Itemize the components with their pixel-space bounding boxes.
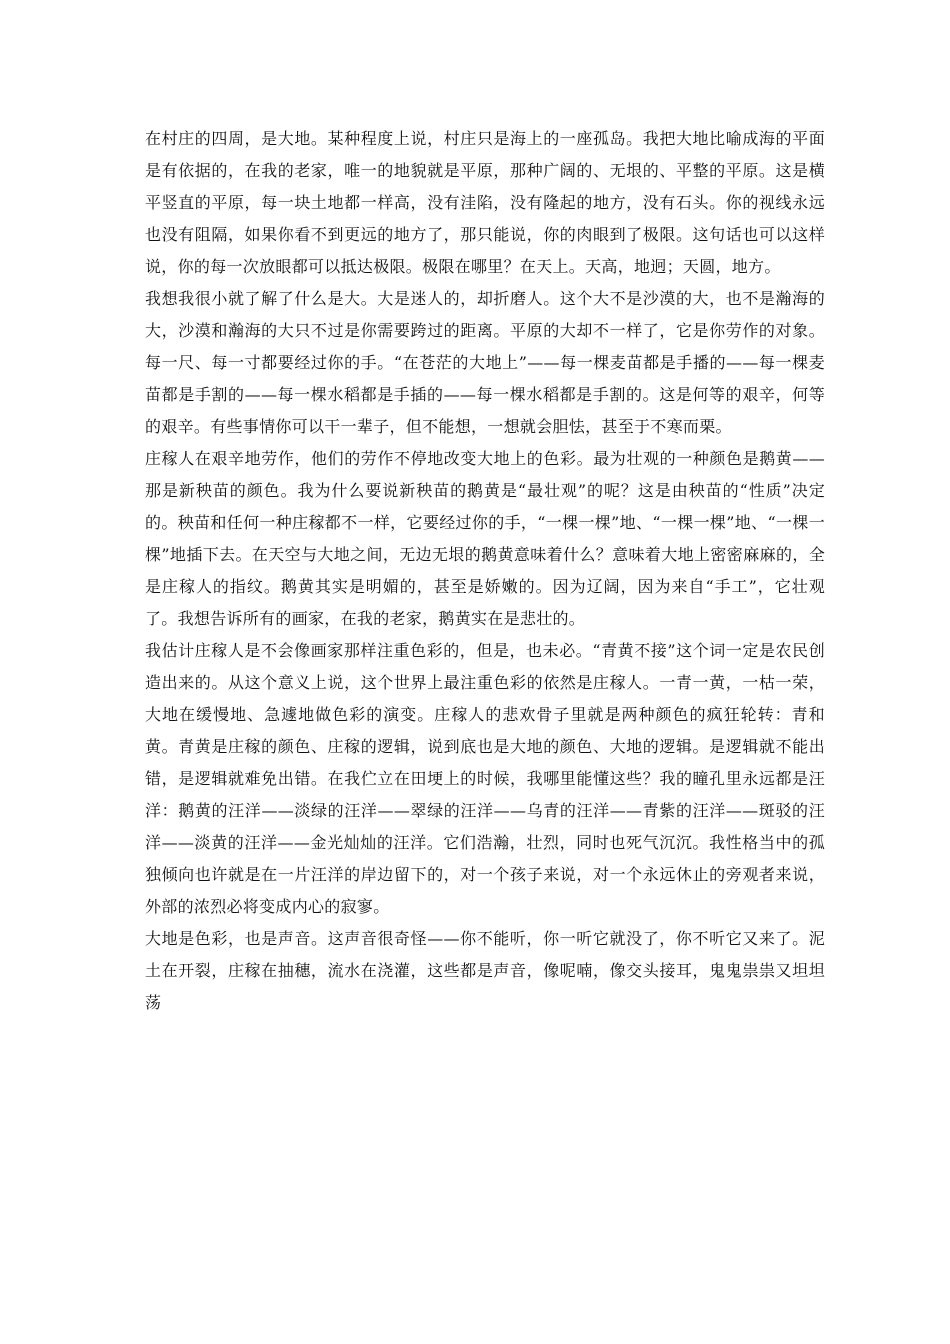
paragraph-2: 我想我很小就了解了什么是大。大是迷人的，却折磨人。这个大不是沙漠的大，也不是瀚海的大，沙漠和瀚海的大只不过是你需要跨过的距离。平原的大却不一样了，它是你劳作的对象。每一尺、每一寸都要经过你的手。“在苍茫的大地上”——每一棵麦苗都是手播的——每一棵麦苗都是手割的——每一棵水稻都是手插的——每一棵水稻都是手割的。这是何等的艰辛，何等的艰辛。有些事情你可以干一辈子，但不能想，一想就会胆怯，甚至于不寒而栗。 xyxy=(145,289,825,436)
paragraph-1: 在村庄的四周，是大地。某种程度上说，村庄只是海上的一座孤岛。我把大地比喻成海的平面是有依据的，在我的老家，唯一的地貌就是平原，那种广阔的、无垠的、平整的平原。这是横平竖直的平原，每一块土地都一样高，没有洼陷，没有隆起的地方，没有石头。你的视线永远也没有阻隔，如果你看不到更远的地方了，那只能说，你的肉眼到了极限。这句话也可以这样说，你的每一次放眼都可以抵达极限。极限在哪里？在天上。天高，地迥；天圆，地方。 xyxy=(145,129,825,276)
article-body xyxy=(145,123,825,1019)
paragraph-5: 大地是色彩，也是声音。这声音很奇怪——你不能听，你一听它就没了，你不听它又来了。泥土在开裂，庄稼在抽穗，流水在浇灌，这些都是声音，像呢喃，像交头接耳，鬼鬼祟祟又坦坦荡 xyxy=(145,929,825,1012)
paragraph-4: 我估计庄稼人是不会像画家那样注重色彩的，但是，也未必。“青黄不接”这个词一定是农民创造出来的。从这个意义上说，这个世界上最注重色彩的依然是庄稼人。一青一黄，一枯一荣，大地在缓慢地、急遽地做色彩的演变。庄稼人的悲欢骨子里就是两种颜色的疯狂轮转：青和黄。青黄是庄稼的颜色、庄稼的逻辑，说到底也是大地的颜色、大地的逻辑。是逻辑就不能出错，是逻辑就难免出错。在我伫立在田埂上的时候，我哪里能懂这些？我的瞳孔里永远都是汪洋：鹅黄的汪洋——淡绿的汪洋——翠绿的汪洋——乌青的汪洋——青紫的汪洋——斑驳的汪洋——淡黄的汪洋——金光灿灿的汪洋。它们浩瀚，壮烈，同时也死气沉沉。我性格当中的孤独倾向也许就是在一片汪洋的岸边留下的，对一个孩子来说，对一个永远休止的旁观者来说，外部的浓烈必将变成内心的寂寥。 xyxy=(145,641,825,916)
paragraph-3: 庄稼人在艰辛地劳作，他们的劳作不停地改变大地上的色彩。最为壮观的一种颜色是鹅黄——那是新秧苗的颜色。我为什么要说新秧苗的鹅黄是“最壮观”的呢？这是由秧苗的“性质”决定的。秧苗和任何一种庄稼都不一样，它要经过你的手，“一棵一棵”地、“一棵一棵”地、“一棵一棵”地插下去。在天空与大地之间，无边无垠的鹅黄意味着什么？意味着大地上密密麻麻的，全是庄稼人的指纹。鹅黄其实是明媚的，甚至是娇嫩的。因为辽阔，因为来自“手工”，它壮观了。我想告诉所有的画家，在我的老家，鹅黄实在是悲壮的。 xyxy=(145,449,825,628)
